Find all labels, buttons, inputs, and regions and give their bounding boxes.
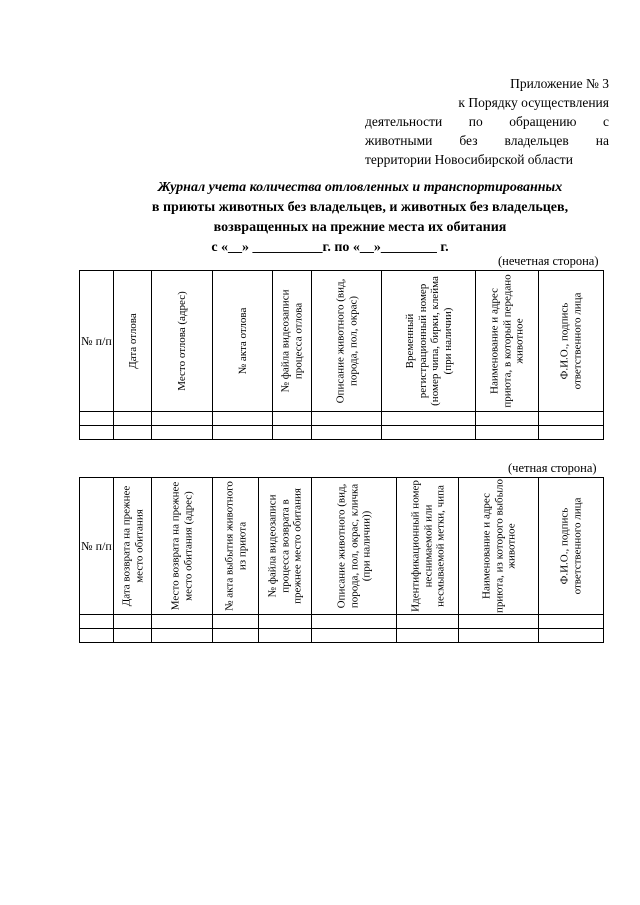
column-header-label: Наименование и адрес приюта, из которого выбыло животное	[479, 478, 517, 613]
table-row	[80, 426, 604, 440]
title-line: в приюты животных без владельцев, и животных без владельцев,	[151, 200, 569, 215]
column-header	[539, 478, 604, 615]
table-header-row	[80, 478, 604, 615]
table-cell[interactable]	[397, 629, 459, 643]
column-header	[459, 478, 539, 615]
table-cell[interactable]	[80, 615, 114, 629]
table-cell[interactable]	[312, 426, 382, 440]
table-cell[interactable]	[259, 629, 312, 643]
column-header-label: Дата отлова	[126, 313, 139, 369]
column-header	[382, 271, 476, 412]
table-cell[interactable]	[80, 426, 114, 440]
column-header	[312, 478, 397, 615]
odd-side-label: (нечетная сторона)	[498, 254, 599, 268]
column-header-label: № п/п	[81, 539, 112, 553]
table-cell[interactable]	[459, 615, 539, 629]
odd-side-table	[79, 270, 604, 440]
column-header	[397, 478, 459, 615]
table-cell[interactable]	[114, 629, 152, 643]
appendix-line: Приложение № 3	[510, 76, 609, 91]
table-cell[interactable]	[213, 629, 259, 643]
column-header	[114, 271, 152, 412]
table-cell[interactable]	[114, 615, 152, 629]
table-cell[interactable]	[259, 615, 312, 629]
column-header	[476, 271, 539, 412]
table-cell[interactable]	[213, 426, 273, 440]
column-header-label: Описание животного (вид, порода, пол, окрас)	[334, 278, 359, 404]
table-row	[80, 629, 604, 643]
table-cell[interactable]	[459, 629, 539, 643]
column-header	[80, 271, 114, 412]
table-cell[interactable]	[539, 629, 604, 643]
column-header-label: Ф.И.О., подпись ответственного лица	[558, 292, 583, 390]
column-header-label: Описание животного (вид, порода, пол, окрас, кличка (при наличии))	[335, 483, 373, 609]
column-header-label: Временный регистрационный номер (номер чипа, бирки, клейма (при наличии)	[403, 276, 453, 406]
table-cell[interactable]	[273, 426, 312, 440]
table-cell[interactable]	[152, 412, 213, 426]
column-header	[152, 271, 213, 412]
table-cell[interactable]	[476, 412, 539, 426]
column-header	[213, 271, 273, 412]
table-cell[interactable]	[80, 412, 114, 426]
table-cell[interactable]	[312, 412, 382, 426]
column-header-label: Наименование и адрес приюта, в который передано животное	[488, 274, 526, 408]
appendix-line: территории Новосибирской области	[365, 152, 573, 167]
appendix-line: животными без владельцев на	[365, 133, 609, 148]
title-date-range: с «__» __________г. по «__»________ г.	[211, 240, 449, 255]
column-header-label: Место отлова (адрес)	[175, 291, 188, 391]
table-cell[interactable]	[312, 615, 397, 629]
table-cell[interactable]	[213, 615, 259, 629]
column-header	[539, 271, 604, 412]
table-cell[interactable]	[80, 629, 114, 643]
table-cell[interactable]	[476, 426, 539, 440]
table-cell[interactable]	[382, 412, 476, 426]
even-side-label: (четная сторона)	[508, 461, 597, 475]
appendix-header	[365, 74, 609, 169]
table-cell[interactable]	[152, 629, 213, 643]
table-row	[80, 412, 604, 426]
table-row	[80, 615, 604, 629]
column-header	[80, 478, 114, 615]
column-header	[273, 271, 312, 412]
table-cell[interactable]	[273, 412, 312, 426]
table-cell[interactable]	[312, 629, 397, 643]
title-line: возвращенных на прежние места их обитания	[213, 220, 507, 235]
table-cell[interactable]	[152, 426, 213, 440]
column-header-label: № акта отлова	[236, 307, 249, 375]
table-cell[interactable]	[114, 412, 152, 426]
table-cell[interactable]	[539, 615, 604, 629]
column-header	[259, 478, 312, 615]
column-header	[152, 478, 213, 615]
column-header-label: Ф.И.О., подпись ответственного лица	[558, 497, 583, 595]
column-header-label: Идентификационный номер неснимаемой или несмываемой метки, чипа	[408, 480, 446, 612]
column-header-label: № п/п	[81, 334, 112, 348]
column-header	[114, 478, 152, 615]
table-cell[interactable]	[382, 426, 476, 440]
column-header-label: № файла видеозаписи процесса возврата в прежнее место обитания	[266, 488, 304, 604]
table-header-row	[80, 271, 604, 412]
column-header	[312, 271, 382, 412]
column-header-label: Дата возврата на прежнее место обитания	[120, 485, 145, 607]
table-cell[interactable]	[213, 412, 273, 426]
table-cell[interactable]	[539, 412, 604, 426]
table-cell[interactable]	[397, 615, 459, 629]
table-cell[interactable]	[539, 426, 604, 440]
table-cell[interactable]	[114, 426, 152, 440]
column-header	[213, 478, 259, 615]
title-line: Журнал учета количества отловленных и транспортированных	[157, 180, 563, 195]
appendix-line: к Порядку осуществления	[458, 95, 609, 110]
even-side-table	[79, 477, 604, 643]
appendix-line: деятельности по обращению с	[365, 114, 609, 129]
column-header-label: № файла видеозаписи процесса отлова	[279, 289, 304, 393]
table-cell[interactable]	[152, 615, 213, 629]
column-header-label: Место возврата на прежнее место обитания (адрес)	[169, 481, 194, 611]
column-header-label: № акта выбытия животного из приюта	[223, 481, 248, 611]
journal-title	[80, 178, 640, 258]
